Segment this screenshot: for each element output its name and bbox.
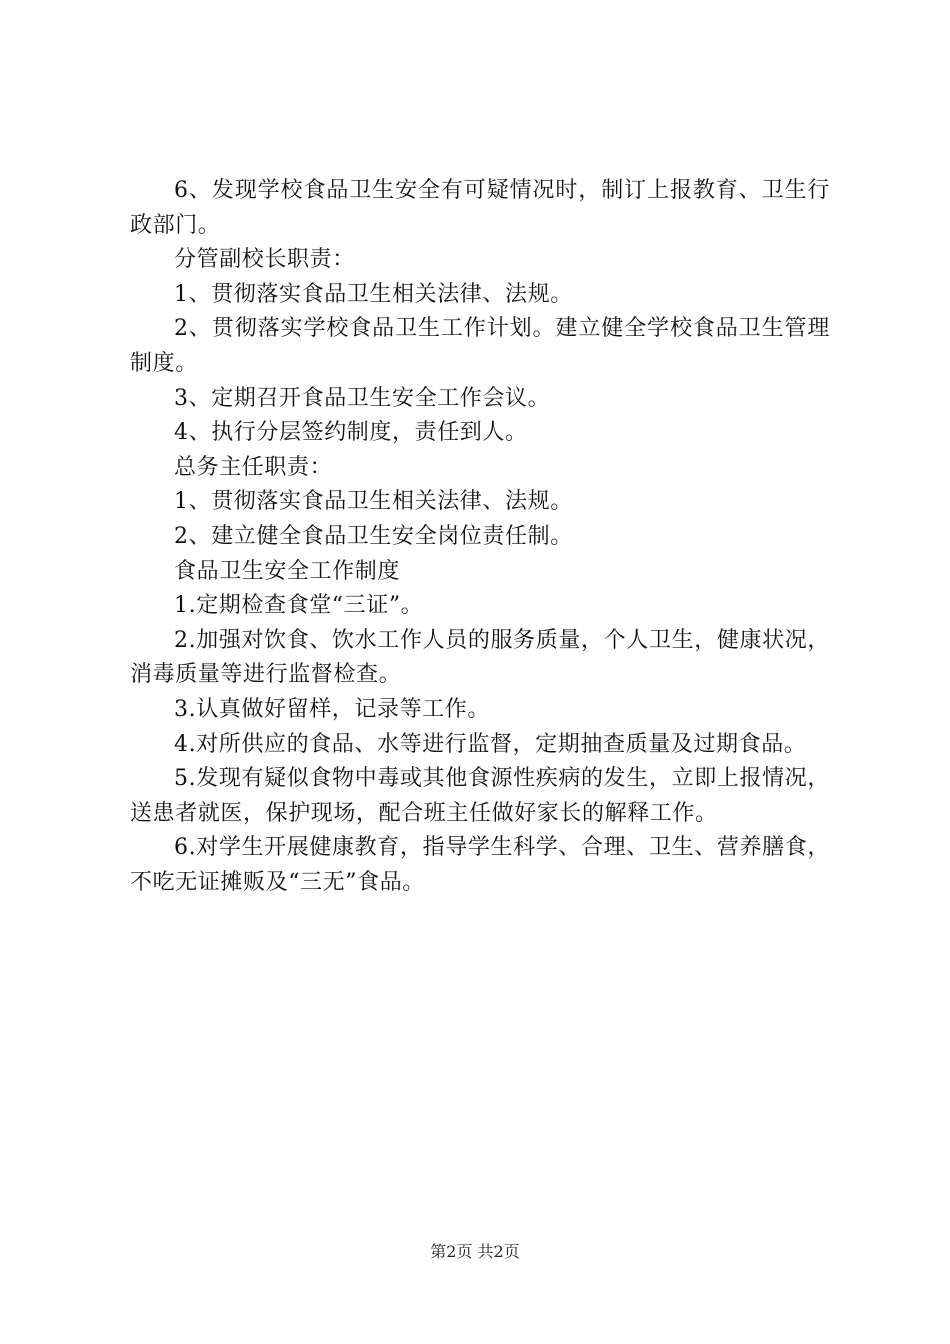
paragraph: 2、建立健全食品卫生安全岗位责任制。 <box>174 523 573 549</box>
section-heading: 总务主任职责： <box>174 454 333 480</box>
paragraph: 2、贯彻落实学校食品卫生工作计划。建立健全学校食品卫生管理制度。 <box>130 316 830 376</box>
paragraph: 3、定期召开食品卫生安全工作会议。 <box>174 385 551 411</box>
paragraph: 6.对学生开展健康教育，指导学生科学、合理、卫生、营养膳食，不吃无证摊贩及“三无”食品。 <box>130 835 830 895</box>
paragraph: 1、贯彻落实食品卫生相关法律、法规。 <box>174 489 573 515</box>
document-body <box>130 174 830 900</box>
paragraph: 1、贯彻落实食品卫生相关法律、法规。 <box>174 281 573 307</box>
paragraph: 3.认真做好留样，记录等工作。 <box>174 696 490 722</box>
paragraph: 5.发现有疑似食物中毒或其他食源性疾病的发生，立即上报情况，送患者就医，保护现场，配合班主任做好家长的解释工作。 <box>130 766 830 826</box>
paragraph: 4.对所供应的食品、水等进行监督，定期抽查质量及过期食品。 <box>174 731 807 757</box>
paragraph: 2.加强对饮食、饮水工作人员的服务质量，个人卫生，健康状况，消毒质量等进行监督检查。 <box>130 627 830 688</box>
paragraph: 1.定期检查食堂“三证”。 <box>174 593 424 619</box>
section-heading: 分管副校长职责： <box>174 247 355 273</box>
page-number-footer: 第2页 共2页 <box>430 1242 520 1261</box>
paragraph: 6、发现学校食品卫生安全有可疑情况时，制订上报教育、卫生行政部门。 <box>130 178 830 238</box>
section-heading: 食品卫生安全工作制度 <box>174 558 401 584</box>
paragraph: 4、执行分层签约制度，责任到人。 <box>174 420 528 446</box>
